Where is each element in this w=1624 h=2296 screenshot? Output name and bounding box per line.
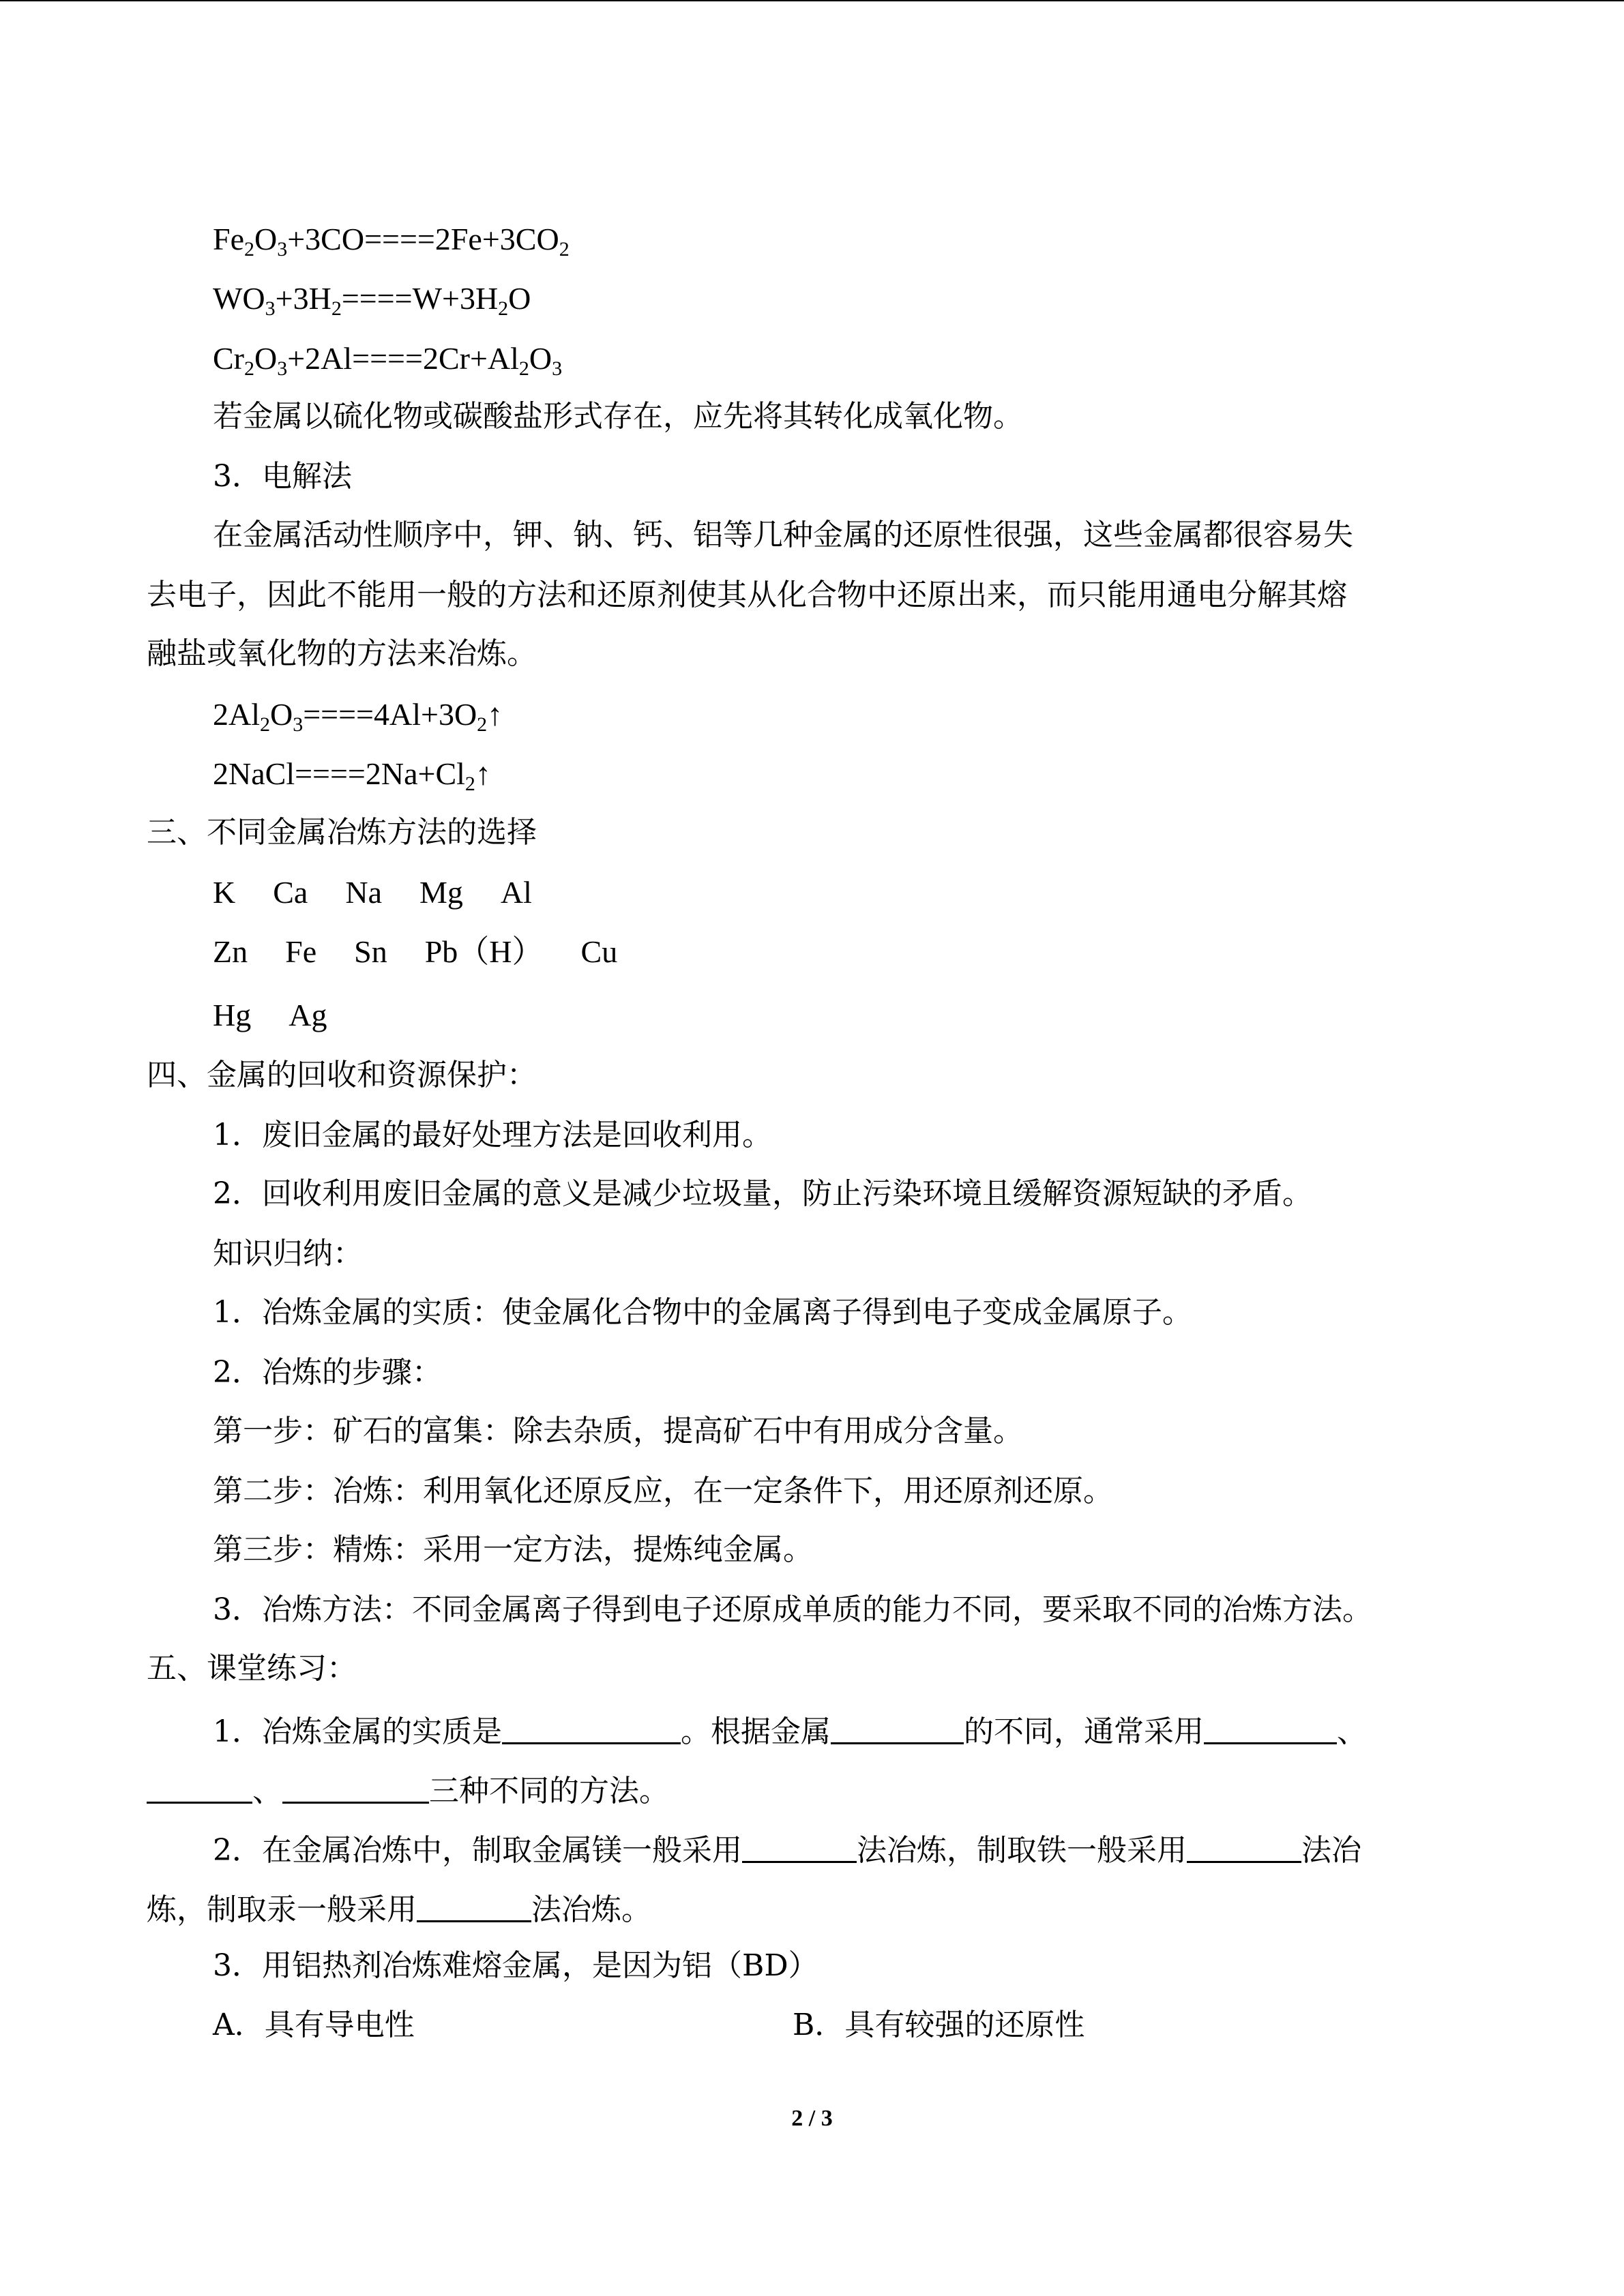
metal-symbol: Ag [289,998,327,1032]
formula-cr2o3-al: $Cr_2O_3+2Al====2Cr+Al_2O_3$ [213,341,563,380]
recycle-point-1: 1．废旧金属的最好处理方法是回收利用。 [213,1118,772,1152]
summary-point-3: 3．冶炼方法：不同金属离子得到电子还原成单质的能力不同，要采取不同的冶炼方法。 [213,1592,1372,1627]
electrolysis-title: 3．电解法 [213,459,352,494]
answer-blank[interactable] [1187,1832,1301,1863]
metal-symbol: Al [500,875,532,910]
gas-arrow-icon: ↑ [487,697,503,732]
metal-symbol: Hg [213,998,252,1032]
summary-title: 知识归纳： [213,1236,363,1271]
recycle-point-2: 2．回收利用废旧金属的意义是减少垃圾量，防止污染环境且缓解资源短缺的矛盾。 [213,1176,1312,1211]
metal-symbol: K [213,875,236,910]
metal-symbol: Cu [580,934,618,969]
section-5-title: 五、课堂练习： [147,1651,357,1686]
electrolysis-paragraph-line-2: 去电子，因此不能用一般的方法和还原剂使其从化合物中还原出来，而只能用通电分解其熔 [147,578,1347,612]
step-1: 第一步：矿石的富集：除去杂质，提高矿石中有用成分含量。 [213,1414,1023,1448]
formula-al2o3-electrolysis: $2Al_2O_3====4Al+3O_2↑$ [213,697,503,736]
answer-blank[interactable] [502,1714,681,1744]
electrolysis-paragraph-line-1: 在金属活动性顺序中，钾、钠、钙、铝等几种金属的还原性很强，这些金属都很容易失 [213,518,1353,552]
metal-row-3 [213,1000,364,1031]
metal-symbol: Na [345,875,382,910]
answer-blank[interactable] [147,1773,252,1804]
formula-fe2o3-co: $Fe_2O_3+3CO====2Fe+3CO_2$ [213,222,570,260]
metal-row-2 [213,936,655,968]
answer-blank[interactable] [417,1892,531,1922]
answer-blank[interactable] [742,1832,857,1863]
question-3-option-a: A．具有导电性 [213,2008,415,2042]
summary-point-2: 2．冶炼的步骤： [213,1355,442,1390]
sulfide-note: 若金属以硫化物或碳酸盐形式存在，应先将其转化成氧化物。 [213,399,1023,434]
metal-symbol: Ca [273,875,308,910]
question-2-line-2: 炼，制取汞一般采用 法冶炼。 [147,1892,651,1927]
summary-point-1: 1．冶炼金属的实质：使金属化合物中的金属离子得到电子变成金属原子。 [213,1295,1192,1330]
electrolysis-paragraph-line-3: 融盐或氧化物的方法来冶炼。 [147,636,537,671]
question-3: 3．用铝热剂冶炼难熔金属，是因为铝（BD） [213,1948,818,1983]
answer-blank[interactable] [1204,1714,1337,1744]
gas-arrow-icon: ↑ [475,756,491,791]
question-2-line-1: 2．在金属冶炼中，制取金属镁一般采用 法冶炼，制取铁一般采用 法冶 [213,1833,1361,1868]
question-1-line-2: 、 三种不同的方法。 [147,1773,669,1806]
section-4-title: 四、金属的回收和资源保护： [147,1058,537,1092]
section-3-title: 三、不同金属冶炼方法的选择 [147,815,537,850]
metal-symbol: Fe [285,934,317,969]
question-3-option-b: B．具有较强的还原性 [793,2008,1085,2042]
metal-row-1 [213,877,570,908]
metal-symbol: Zn [213,934,248,969]
metal-symbol: Sn [354,934,387,969]
formula-nacl-electrolysis: $2NaCl====2Na+Cl_2↑$ [213,756,491,795]
metal-symbol: Pb（H） [424,934,544,969]
answer-blank[interactable] [282,1773,429,1804]
formula-wo3-h2: $WO_3+3H_2====W+3H_2O$ [213,281,531,320]
answer-blank[interactable] [831,1714,964,1744]
step-2: 第二步：冶炼：利用氧化还原反应，在一定条件下，用还原剂还原。 [213,1474,1113,1508]
page-number: 2 / 3 [791,2106,833,2131]
metal-symbol: Mg [419,875,463,910]
step-3: 第三步：精炼：采用一定方法，提炼纯金属。 [213,1532,813,1567]
question-1-line-1: 1．冶炼金属的实质是 。根据金属 的不同，通常采用 、 [213,1714,1367,1749]
